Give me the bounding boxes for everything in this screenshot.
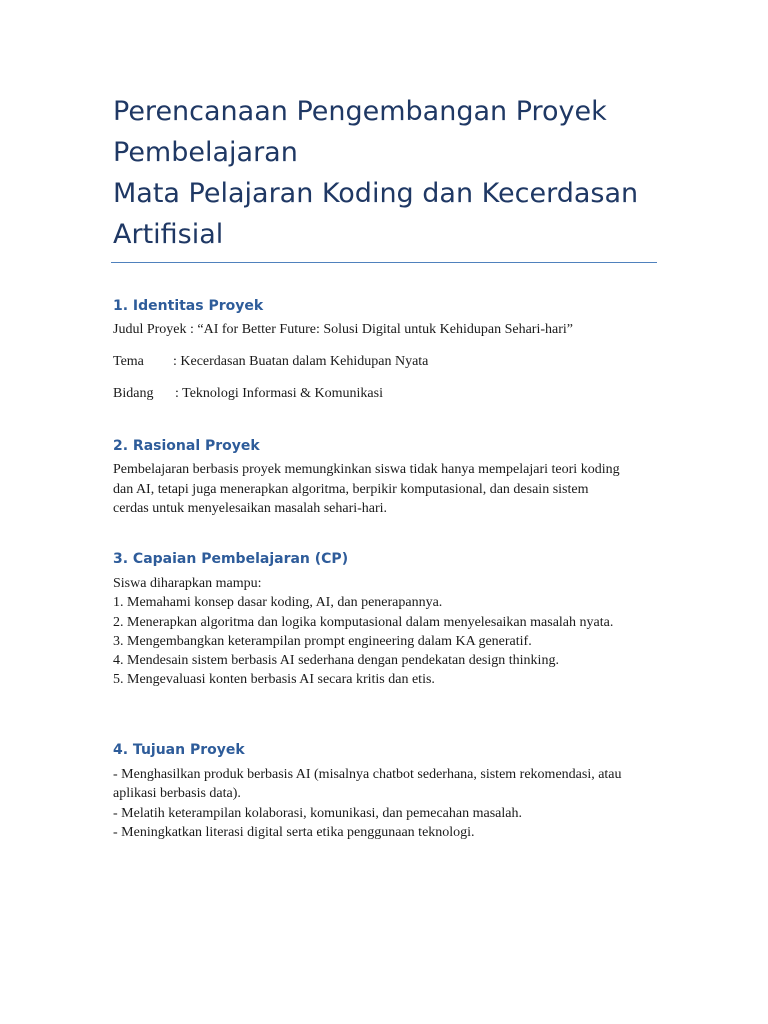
paragraph-line: dan AI, tetapi juga menerapkan algoritma, berpikir komputasional, dan desain sistem: [113, 481, 589, 497]
page-title: [113, 91, 673, 255]
section-heading-tujuan: 4. Tujuan Proyek: [113, 742, 245, 758]
rasional-paragraph: [113, 460, 653, 519]
bidang-label: Bidang: [113, 386, 154, 401]
paragraph-line: Pembelajaran berbasis proyek memungkinkan siswa tidak hanya mempelajari teori koding: [113, 462, 620, 477]
title-line: Artifisial: [113, 219, 224, 250]
list-item: aplikasi berbasis data).: [113, 786, 241, 802]
title-divider: [111, 262, 657, 263]
tujuan-list: [113, 765, 658, 842]
list-item: - Melatih keterampilan kolaborasi, komunikasi, dan pemecahan masalah.: [113, 805, 522, 821]
identitas-tema: [113, 352, 428, 371]
paragraph-line: cerdas untuk menyelesaikan masalah sehari-hari.: [113, 501, 388, 516]
list-item: - Meningkatkan literasi digital serta etika penggunaan teknologi.: [113, 824, 475, 840]
tema-value: : Kecerdasan Buatan dalam Kehidupan Nyata: [173, 354, 429, 369]
section-heading-identitas: 1. Identitas Proyek: [113, 298, 264, 314]
capaian-list: [113, 574, 658, 690]
list-item: Siswa diharapkan mampu:: [113, 576, 262, 591]
list-item: 5. Mengevaluasi konten berbasis AI secara kritis dan etis.: [113, 672, 435, 688]
title-line: Perencanaan Pengembangan Proyek: [113, 96, 607, 127]
bidang-value: : Teknologi Informasi & Komunikasi: [175, 386, 383, 401]
title-line: Pembelajaran: [113, 137, 298, 168]
list-item: 2. Menerapkan algoritma dan logika komputasional dalam menyelesaikan masalah nyata.: [113, 614, 614, 630]
identitas-bidang: [113, 384, 383, 403]
list-item: 4. Mendesain sistem berbasis AI sederhana dengan pendekatan design thinking.: [113, 653, 559, 669]
identitas-judul: Judul Proyek : “AI for Better Future: Solusi Digital untuk Kehidupan Sehari-hari”: [113, 322, 573, 337]
tema-label: Tema: [113, 354, 144, 369]
list-item: 3. Mengembangkan keterampilan prompt engineering dalam KA generatif.: [113, 633, 532, 649]
list-item: - Menghasilkan produk berbasis AI (misalnya chatbot sederhana, sistem rekomendasi, atau: [113, 767, 622, 782]
title-line: Mata Pelajaran Koding dan Kecerdasan: [113, 178, 639, 209]
section-heading-rasional: 2. Rasional Proyek: [113, 438, 260, 454]
list-item: 1. Memahami konsep dasar koding, AI, dan penerapannya.: [113, 595, 443, 611]
section-heading-capaian: 3. Capaian Pembelajaran (CP): [113, 551, 349, 567]
